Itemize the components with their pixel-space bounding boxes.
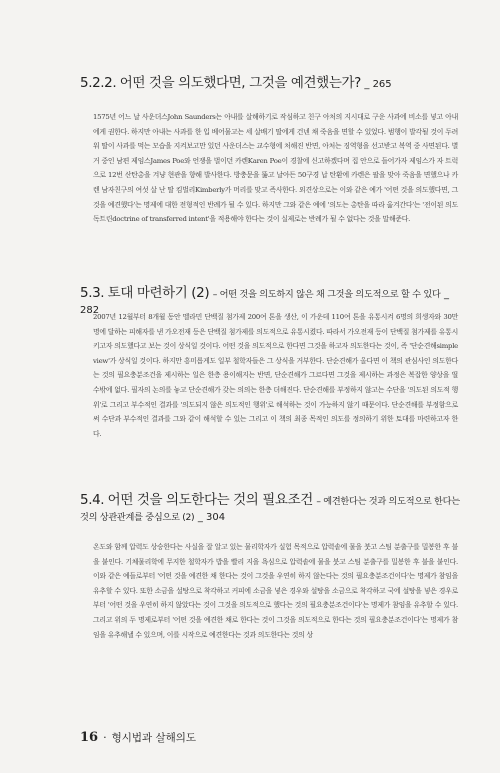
section-paragraph: 2007년 12월부터 8개월 동안 멜라민 단백질 첨가제 200여 톤을 생산, 이 가운데 110여 톤을 유통시켜 6명의 희생자와 30만 명에 달하는 피해자를 낸 가오전재 등은 단백질 첨가제를 의도적으로 유통시켰다. 따라서 가오전재 등이 단백질 첨가제를 유통시키고자 의도했다고 보는 것이 상식일 것이다. 어떤 것을 의도적으로 한다면 그것을 하고자 의도한다는 것이, 즉 '단순견해simple view'가 상식일 것이다. 하지만 흥미롭게도 일부 철학자들은 그 상식을 거부한다. 단순견해가 올다면 이 책의 관심사인 의도한다는 것의 필요충분조건을 제시하는 일은 한층 용이해지는 반면, 단순견해가 그르다면 그것을 제시하는 과정은 복잡한 양상을 띨 수밖에 없다. 필자의 논의를 놓고 단순견해가 갖는 의의는 한층 더해진다. 단순견해를 부정하지 않고는 수단을 '의도된 의도적 행위'로 그리고 부수적인 결과를 '의도되지 않은 의도적인 행위'로 해석하는 것이 가능하지 않기 때문이다. 단순견해를 부정함으로써 수단과 부수적인 결과를 그와 같이 해석할 수 있는 그리고 이 책의 최종 목적인 의도를 정의하기 위한 토대를 마련하고자 한다.: [93, 313, 458, 438]
section-heading: 5.4. 어떤 것을 의도한다는 것의 필요조건 – 예견한다는 것과 의도적으로 한다는 것의 상관관계를 중심으로 (2) _ 304: [80, 492, 460, 523]
page-reference: 265: [372, 79, 392, 90]
section-heading: 5.3. 토대 마련하기 (2) – 어떤 것을 의도하지 않은 채 그것을 의도적으로 할 수 있다 _ 282: [80, 285, 449, 316]
section-number: 5.2.2.: [80, 75, 117, 91]
section-subtitle: 예견한다는 것과 의도적으로 한다는 것의 상관관계를 중심으로 (2): [80, 496, 460, 523]
section-heading: 5.2.2. 어떤 것을 의도했다면, 그것을 예견했는가? _ 265: [80, 75, 392, 91]
footer-separator: ·: [103, 731, 107, 744]
page-number: 16: [80, 730, 99, 745]
section-title: 어떤 것을 의도한다는 것의 필요조건: [107, 492, 313, 508]
section-subtitle: 어떤 것을 의도하지 않은 채 그것을 의도적으로 할 수 있다: [219, 289, 441, 300]
page-reference: 304: [206, 512, 226, 523]
page-reference: 282: [80, 305, 100, 316]
section-title: 토대 마련하기 (2): [107, 285, 210, 301]
section-number: 5.3.: [80, 285, 105, 301]
page-footer: [80, 730, 196, 745]
section-paragraph: 온도와 함께 압력도 상승한다는 사실을 잘 알고 있는 물리학자가 실험 목적으로 압력솥에 물을 붓고 스팀 분출구를 밀봉한 후 불을 붙인다. 기체물리학에 무지한 철학자가 밥을 빨리 지을 욕심으로 압력솥에 물을 붓고 스팀 분출구를 밀봉한 후 불을 붙인다. 이와 같은 예들로부터 '어떤 것을 예견한 채 한다는 것이 그것을 우연히 하지 않는다는 것의 필요충분조건이다'는 명제가 참임을 유추할 수 있다. 또한 소금을 설탕으로 착각하고 커피에 소금을 넣은 경우와 설탕을 소금으로 착각하고 국에 설탕을 넣은 경우로부터 '어떤 것을 우연히 하지 않았다는 것이 그것을 의도적으로 했다는 것의 필요충분조건이다'는 명제가 참임을 유추할 수 있다. 그리고 위의 두 명제로부터 '어떤 것을 예견한 채로 한다는 것이 그것을 의도적으로 한다는 것의 필요충분조건이다'는 명제가 참임을 유추해낼 수 있으며, 이를 시작으로 예견한다는 것과 의도한다는 것의 상: [93, 543, 458, 639]
section-number: 5.4.: [80, 492, 105, 508]
section-paragraph: 1575년 어느 날 사운더스John Saunders는 아내를 살해하기로 작심하고 친구 아처의 지시대로 구운 사과에 비소를 넣고 아내에게 권한다. 하지만 아내는 사과를 한 입 베어물고는 세 살배기 딸에게 건넨 채 죽음을 면할 수 있었다. 범행이 발각될 것이 두려워 딸이 사과를 먹는 모습을 지켜보고만 있던 사운더스는 교수형에 처해진 반면, 아처는 징역형을 선고받고 복역 중 사면된다. 별거 중인 남편 제임스James Poe와 언쟁을 벌이던 카렌Karen Poe이 경찰에 신고하겠다며 집 안으로 들어가자 제임스가 자 트럭으로 12번 산탄총을 겨냥 현관을 향해 발사한다. 방충문을 뚫고 날아든 50구경 납 탄환에 카렌은 팔을 맞아 죽음을 면했으나 카렌 남자친구의 여섯 살 난 딸 킴벌리Kimberly가 머리를 맞고 즉사한다. 외견상으로는 이와 같은 예가 '어떤 것을 의도했다면, 그것을 예견했다'는 명제에 대한 전형적인 반례가 될 수 있다. 하지만 그와 같은 예에 '의도는 총탄을 따라 옮겨간다'는 '전이된 의도 독트린doctrine of transferred intent'을 적용해야 한다는 것이 실제로는 반례가 될 수 없다는 것을 말해준다.: [93, 113, 458, 224]
section-title: 어떤 것을 의도했다면, 그것을 예견했는가?: [119, 75, 361, 91]
running-title: 형시법과 살해의도: [111, 732, 197, 744]
